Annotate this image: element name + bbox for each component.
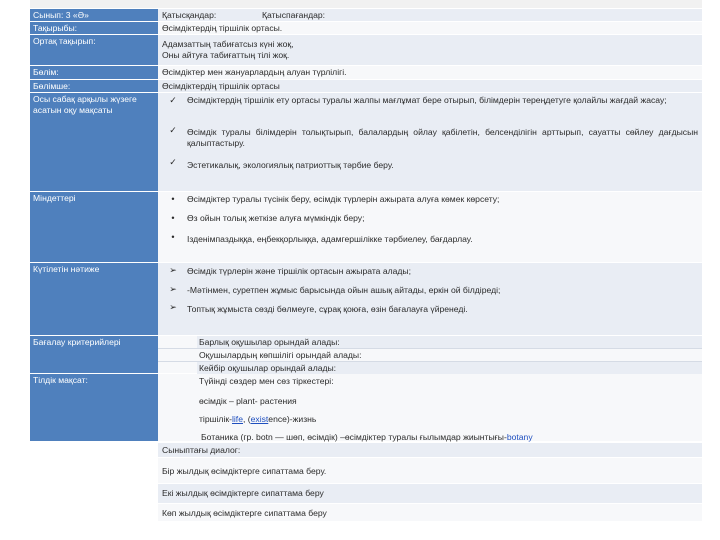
goal-item: Өсімдіктердің тіршілік ету ортасы туралы жалпы мағлұмат бере отырып, білімдерін тереңдетуге қолайлы жағдай жасау;: [187, 95, 667, 105]
section-value: Өсімдіктер мен жануарлардың алуан түрлілігі.: [162, 67, 347, 77]
dialogue-item-row: [158, 504, 702, 522]
label-criteria: Бағалау критерийлері: [30, 336, 158, 374]
label-tasks: Міндеттері: [30, 192, 158, 263]
label-goals: Осы сабақ арқылы жүзеге асатын оқу мақсаты: [30, 93, 158, 192]
bullet-icon: •: [171, 194, 175, 204]
task-item: Ізденімпаздыққа, еңбекқорлыққа, адамгершілікке тәрбиелеу, бағдарлау.: [187, 234, 473, 244]
task-item: Өз ойын толық жеткізе алуға мүмкіндік беру;: [187, 213, 365, 223]
criteria-item: Кейбір оқушылар орындай алады:: [197, 362, 702, 374]
common-topic-line2: Оны айтуға табиғаттың тілі жоқ.: [162, 50, 290, 60]
vocab-botany: [197, 431, 702, 443]
dialogue-item-row: [158, 458, 702, 484]
label-topic: Тақырыбы:: [30, 22, 158, 35]
bullet-icon: •: [171, 213, 175, 223]
tasks-cell: [158, 192, 702, 263]
expected-item: -Мәтінмен, суретпен жұмыс барысында ойын ашық айтады, еркін ой білдіреді;: [187, 285, 501, 295]
common-topic-row: [158, 35, 702, 66]
common-topic-line1: Адамзаттың табиғатсыз күні жоқ,: [162, 39, 294, 49]
label-subsection: Бөлімше:: [30, 80, 158, 93]
label-expected: Күтілетін нәтиже: [30, 263, 158, 336]
criteria-item: Оқушылардың көпшілігі орындай алады:: [197, 349, 702, 361]
expected-item: Топтық жұмыста сөзді бөлмеуге, сұрақ қоюға, өзін бағалауға үйренеді.: [187, 304, 468, 314]
checkmark-icon: ✓: [169, 125, 177, 135]
key-words-label: Түйінді сөздер мен сөз тіркестері:: [199, 376, 334, 386]
bullet-icon: •: [171, 232, 175, 242]
topic-row: [158, 22, 702, 35]
vocab-life-pre: тіршілік-: [199, 414, 232, 424]
botany-term: botany: [506, 432, 533, 442]
subsection-value: Өсімдіктердің тіршілік ортасы: [162, 81, 280, 91]
dialogue-item-row: [158, 484, 702, 504]
dialogue-label: Сыныптағы диалог:: [162, 445, 241, 455]
expected-cell: [158, 263, 702, 336]
topic-value: Өсімдіктердің тіршілік ортасы.: [162, 23, 283, 33]
label-language: Тілдік мақсат:: [30, 374, 158, 442]
goal-item: Өсімдік туралы білімдерін толықтырып, балалардың ойлау қабілетін, белсенділігін арттырып, сауатты сөйлеу дағдысын қалыптастыру.: [187, 127, 698, 148]
row-divider: [158, 361, 702, 362]
criteria-item: Барлық оқушылар орындай алады:: [197, 336, 702, 348]
arrow-bullet-icon: ➢: [169, 265, 177, 275]
goals-cell: [158, 93, 702, 192]
participants-label: Қатысқандар:: [162, 10, 217, 20]
label-grade: Сынып: 3 «Ә»: [30, 9, 158, 22]
arrow-bullet-icon: ➢: [169, 284, 177, 294]
arrow-bullet-icon: ➢: [169, 302, 177, 312]
checkmark-icon: ✓: [169, 157, 177, 167]
label-section: Бөлім:: [30, 66, 158, 80]
subsection-row: [158, 80, 702, 93]
vocab-botany-pre: Ботаника (гр. botn — шөп, өсімдік) –өсімдіктер туралы ғылымдар жиынтығы-: [201, 432, 507, 442]
table-top-strip: [30, 0, 702, 8]
row-divider: [158, 348, 702, 349]
absent-label: Қатыспағандар:: [262, 10, 326, 20]
vocab-life-mid: , (: [242, 414, 251, 424]
dialogue-item: Екі жылдық өсімдіктерге сипаттама беру: [162, 488, 324, 498]
vocab-life: [197, 413, 702, 425]
dialogue-item: Бір жылдық өсімдіктерге сипаттама беру.: [162, 466, 327, 476]
vocab-plant: өсімдік – plant- растения: [199, 396, 297, 406]
label-common-topic: Ортақ тақырып:: [30, 35, 158, 66]
life-link[interactable]: life: [231, 414, 243, 424]
checkmark-icon: ✓: [169, 95, 177, 105]
expected-item: Өсімдік түрлерін және тіршілік ортасын ажырата алады;: [187, 266, 411, 276]
task-item: Өсімдіктер туралы түсінік беру, өсімдік түрлерін ажырата алуға көмек көрсету;: [187, 194, 500, 204]
goal-item: Эстетикалық, экологиялық патриоттық тәрбие беру.: [187, 160, 394, 170]
section-row: [158, 66, 702, 80]
grade-row: [158, 9, 702, 22]
dialogue-row: [158, 443, 702, 458]
vocab-life-post: ence)-жизнь: [268, 414, 317, 424]
exist-link[interactable]: exist: [250, 414, 269, 424]
dialogue-item: Көп жылдық өсімдіктерге сипаттама беру: [162, 508, 327, 518]
